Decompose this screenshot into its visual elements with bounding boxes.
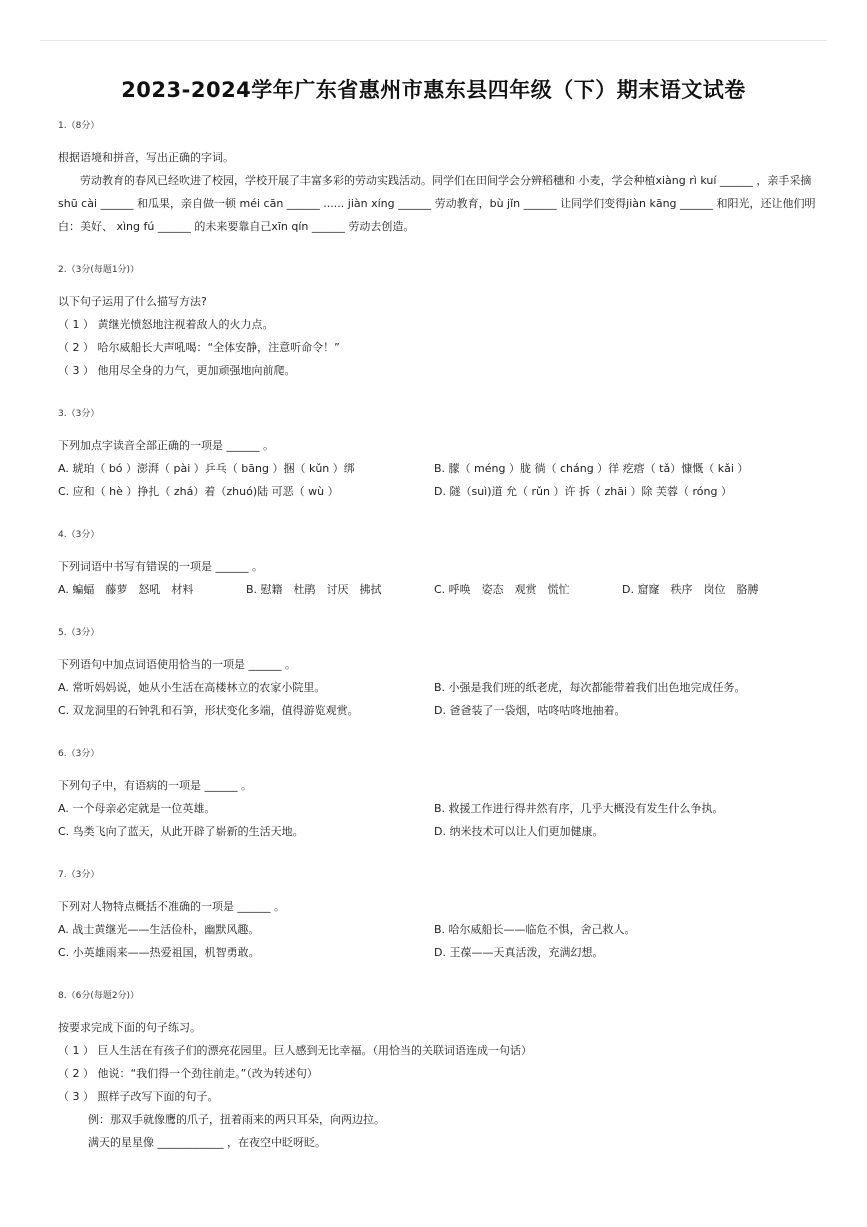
top-divider (40, 40, 827, 41)
question-score: （3分） (66, 749, 100, 759)
question-score: （3分(每题1分)） (66, 265, 140, 275)
question-6 (58, 746, 818, 843)
sub-item: （ 3 ） 他用尽全身的力气，更加顽强地向前爬。 (58, 364, 296, 377)
option-d[interactable]: D. 隧（suì)道 允（ rǔn ）许 拆（ zhāi ）除 芙蓉（ róng ） (434, 485, 732, 498)
question-score: （3分） (66, 628, 100, 638)
question-number: 2. (58, 265, 67, 275)
question-stem: 根据语境和拼音，写出正确的字词。 (58, 151, 234, 164)
option-a[interactable]: A. 战士黄继光——生活俭朴，幽默风趣。 (58, 923, 260, 936)
sub-item: （ 2 ） 哈尔威船长大声吼喝：“全体安静，注意听命令！” (58, 341, 340, 354)
option-b[interactable]: B. 哈尔威船长——临危不惧，舍己救人。 (434, 923, 636, 936)
option-d[interactable]: D. 窟窿 秩序 岗位 胳膊 (622, 583, 759, 596)
example-sentence: 例：那双手就像鹰的爪子，扭着雨来的两只耳朵，向两边拉。 (88, 1113, 385, 1126)
option-d[interactable]: D. 纳米技术可以让人们更加健康。 (434, 825, 604, 838)
option-d[interactable]: D. 王葆——天真活泼，充满幻想。 (434, 946, 604, 959)
question-7 (58, 867, 818, 964)
exam-content (58, 118, 818, 1154)
question-number: 4. (58, 530, 67, 540)
question-number: 1. (58, 121, 67, 131)
question-header (58, 746, 818, 762)
option-a[interactable]: A. 常听妈妈说，她从小生活在高楼林立的农家小院里。 (58, 681, 326, 694)
option-b[interactable]: B. 小强是我们班的纸老虎，每次都能带着我们出色地完成任务。 (434, 681, 746, 694)
question-1 (58, 118, 818, 238)
question-number: 5. (58, 628, 67, 638)
question-8 (58, 988, 818, 1154)
question-number: 7. (58, 870, 67, 880)
option-c[interactable]: C. 应和（ hè ）挣扎（ zhá）着（zhuó)陆 可恶（ wù ） (58, 485, 339, 498)
sub-item: （ 1 ） 巨人生活在有孩子们的漂亮花园里。巨人感到无比幸福。（用恰当的关联词语连成一句话） (58, 1044, 532, 1057)
option-d[interactable]: D. 爸爸装了一袋烟，咕咚咕咚地抽着。 (434, 704, 626, 717)
question-header (58, 118, 818, 134)
question-header (58, 406, 818, 422)
question-5 (58, 625, 818, 722)
question-stem: 下列词语中书写有错误的一项是 ______ 。 (58, 560, 263, 573)
question-header (58, 625, 818, 641)
question-stem: 下列语句中加点词语使用恰当的一项是 ______ 。 (58, 658, 296, 671)
option-c[interactable]: C. 鸟类飞向了蓝天，从此开辟了崭新的生活天地。 (58, 825, 304, 838)
question-score: （3分） (66, 530, 100, 540)
question-score: （3分） (66, 409, 100, 419)
question-passage: 劳动教育的春风已经吹进了校园，学校开展了丰富多彩的劳动实践活动。同学们在田间学会分辨稻穗和 小麦，学会种植xiàng rì kuí ______ ，亲手采摘 shū cài ______ 和瓜果，亲自做一顿 méi cān ______ ...... jiàn xíng ______ 劳动教育，bù jǐn ______ 让同学们变得jiàn kāng ______ 和阳光，还让他们明白：美好、 xìng fú ______ 的未来要靠自己xīn qín ______ 劳动去创造。 (58, 174, 816, 233)
sub-item: （ 1 ） 黄继光愤怒地注视着敌人的火力点。 (58, 318, 274, 331)
option-b[interactable]: B. 朦（ méng ）胧 徜（ cháng ）徉 疙瘩（ tǎ）慷慨（ kǎi ） (434, 462, 749, 475)
question-number: 6. (58, 749, 67, 759)
option-a[interactable]: A. 琥珀（ bó ）澎湃（ pài ）乒乓（ bāng ）捆（ kǔn ）绑 (58, 462, 355, 475)
sub-item: （ 3 ） 照样子改写下面的句子。 (58, 1090, 219, 1103)
question-4 (58, 527, 818, 601)
question-header (58, 262, 818, 278)
question-score: （8分） (66, 121, 100, 131)
question-3 (58, 406, 818, 503)
question-stem: 下列句子中，有语病的一项是 ______ 。 (58, 779, 252, 792)
question-score: （6分(每题2分)） (66, 991, 140, 1001)
question-header (58, 988, 818, 1004)
question-2 (58, 262, 818, 382)
question-number: 8. (58, 991, 67, 1001)
question-stem: 下列对人物特点概括不准确的一项是 ______ 。 (58, 900, 285, 913)
fill-in-sentence[interactable]: 满天的星星像 ____________ ，在夜空中眨呀眨。 (88, 1136, 326, 1149)
question-stem: 下列加点字读音全部正确的一项是 ______ 。 (58, 439, 274, 452)
question-header (58, 527, 818, 543)
option-c[interactable]: C. 双龙洞里的石钟乳和石笋，形状变化多端，值得游览观赏。 (58, 704, 359, 717)
option-a[interactable]: A. 蝙蝠 藤萝 怒吼 材料 (58, 583, 194, 596)
option-c[interactable]: C. 小英雄雨来——热爱祖国，机智勇敢。 (58, 946, 260, 959)
question-header (58, 867, 818, 883)
option-a[interactable]: A. 一个母亲必定就是一位英雄。 (58, 802, 216, 815)
sub-item: （ 2 ） 他说：“我们得一个劲往前走。”（改为转述句） (58, 1067, 318, 1080)
question-number: 3. (58, 409, 67, 419)
option-b[interactable]: B. 慰籍 杜鹃 讨厌 拂拭 (246, 583, 382, 596)
question-stem: 按要求完成下面的句子练习。 (58, 1021, 201, 1034)
question-stem: 以下句子运用了什么描写方法? (58, 295, 207, 308)
option-c[interactable]: C. 呼唤 姿态 观赏 慌忙 (434, 583, 570, 596)
question-score: （3分） (66, 870, 100, 880)
option-b[interactable]: B. 救援工作进行得井然有序，几乎大概没有发生什么争执。 (434, 802, 724, 815)
page-title: 2023-2024学年广东省惠州市惠东县四年级（下）期末语文试卷 (121, 78, 746, 102)
